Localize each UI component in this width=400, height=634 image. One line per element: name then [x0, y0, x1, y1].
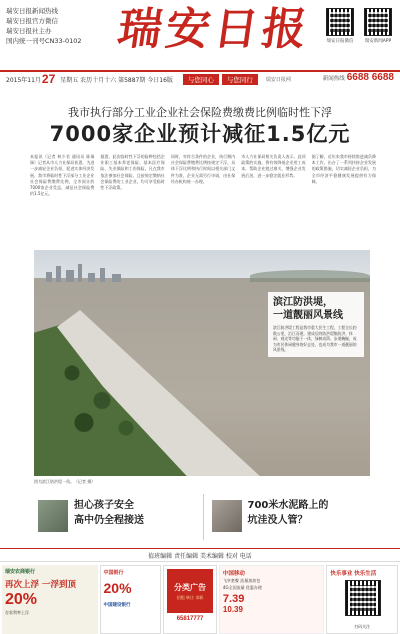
slogan-badge: 与您同行: [222, 74, 258, 85]
website-label[interactable]: 瑞安日报网: [265, 76, 291, 83]
ad-rate: 20%: [103, 580, 132, 596]
qr-code-icon[interactable]: [364, 8, 392, 36]
ad-classified[interactable]: [163, 565, 217, 634]
masthead-info: [6, 6, 98, 46]
ad-price: 10.39: [222, 605, 243, 614]
hotline-number[interactable]: 6688 6688: [346, 72, 394, 83]
date-year-month: 2015年11月: [6, 76, 41, 84]
masthead-info-line: 瑞安日报官方微信: [6, 17, 58, 25]
ad-rate: 20%: [5, 591, 38, 608]
teaser-title: 担心孩子安全: [74, 500, 134, 511]
article-column: 市人力社保局相关负责人表示，此项政策的实施，将有效降低企业用工成本，帮助企业渡过难关，增强企业发展后劲，进一步稳定就业形势。: [241, 154, 306, 178]
photo-caption-text: 滨江防洪堤工程是我市重大民生工程，工程全长约数公里，沿江而建。建成后的防洪堤集防洪、休闲、观光等功能于一体，绿树成荫、步道蜿蜒，成为市民休闲健身的好去处，也成为我市一道靓丽的风景线。: [273, 325, 357, 353]
ad-telecom[interactable]: [219, 565, 324, 634]
photo-caption-title[interactable]: 一道靓丽风景线: [273, 310, 343, 321]
teaser-thumbnail: [38, 500, 68, 532]
teaser-item[interactable]: [30, 494, 203, 540]
newspaper-title: 瑞安日报: [114, 4, 314, 55]
slogan-group: [183, 74, 258, 85]
article-column: 本报讯（记者 林少君 通讯员 陈瑞瑞）记者从市人力社保局获悉，为进一步减轻企业负担，促进实体经济发展，我市将临时性下浮部分工业企业社会保险费缴费比例，全市预计约7000家企业受益，减征社会保险费约1.5亿元。: [30, 154, 95, 197]
qr-caption: 瑞安日报微信: [326, 39, 354, 44]
photo-hills: [250, 270, 370, 282]
qr-caption: 瑞安新闻APP: [364, 39, 392, 44]
masthead-info-line: 瑞安日报社主办: [6, 27, 52, 35]
ad-headline: 分类广告: [174, 582, 207, 592]
date-day: 27: [41, 72, 56, 86]
article-body: [30, 154, 376, 246]
date-info: 星期五 农历十月十六 第5887期 今日16版: [60, 76, 173, 84]
hotline-label: 新闻热线: [322, 76, 345, 82]
masthead-info-line: 国内统一刊号CN33-0102: [6, 37, 82, 45]
headline-kicker[interactable]: 我市执行部分工业企业社会保险费缴费比例临时性下浮: [68, 106, 332, 119]
ad-brand: 中国银行: [103, 570, 124, 576]
ad-brand: 中国移动: [222, 571, 245, 577]
masthead-info-line: 瑞安日报新闻热线: [6, 7, 58, 15]
article-column: 同时，对符合条件的企业，执行期内社会保险费缴费比例按规定下浮，具体下浮比例和执行时间以相关部门文件为准，企业无需另行申请，由社保经办机构统一办理。: [170, 154, 236, 184]
teaser-title: 坑洼没人管？: [247, 515, 308, 526]
article-column: 据了解，近年来我市持续推进减负降本工作，出台了一系列扶持企业发展的政策措施，切实减轻企业负担，为全市经济平稳健康发展提供有力保障。: [311, 154, 377, 184]
story-teasers: [30, 494, 376, 540]
ad-price: 7.39: [222, 593, 245, 605]
date-strip: [0, 70, 400, 86]
ad-headline: 快乐事业 快乐生活: [330, 571, 377, 577]
photo-caption-title[interactable]: 滨江防洪堤，: [273, 297, 333, 308]
ad-phone: 65817777: [176, 616, 204, 622]
qr-code-icon[interactable]: [345, 580, 381, 616]
ad-subtext: 扫码关注: [354, 624, 371, 629]
ad-subtext: 4G全国流量 优惠办理: [222, 585, 262, 590]
ad-banks[interactable]: [100, 565, 162, 634]
hotline: [323, 72, 394, 83]
teaser-item[interactable]: [203, 494, 377, 540]
main-headline[interactable]: 7000家企业预计减征1.5亿元: [49, 122, 351, 146]
ad-subtext: 飞享套餐 流量加油包: [222, 578, 261, 583]
ad-subtext: 存款利率上浮: [5, 610, 29, 615]
ad-subtext: 招租 转让 求职: [176, 594, 204, 600]
teaser-title: 700米水泥路上的: [247, 500, 329, 511]
teaser-title: 高中仍全程接送: [74, 515, 144, 526]
article-column: 据悉，此次临时性下浮的险种包括企业职工基本养老保险、基本医疗保险、失业保险和工伤保险。凡在我市依法参加社会保险，且按规定缴纳社会保险费的工业企业，均可享受临时性下浮政策。: [100, 154, 165, 191]
ad-headline: 再次上浮 一浮到顶: [5, 580, 76, 590]
slogan-badge: 与您同心: [183, 74, 219, 85]
ad-strip: [0, 565, 400, 634]
riverside-photo[interactable]: [34, 250, 370, 476]
qr-code-icon[interactable]: [326, 8, 354, 36]
ad-brand: 中国建设银行: [103, 603, 131, 608]
teaser-thumbnail: [212, 500, 242, 532]
ad-classified-box: [167, 569, 213, 613]
ad-brand: 瑞安农商银行: [5, 569, 36, 575]
photo-note: 图为滨江防洪堤一角。（记者 摄）: [34, 479, 96, 484]
ad-bank-deposit[interactable]: [2, 565, 98, 634]
page-footer: 值班编辑 责任编辑 美术编辑 校对 电话: [0, 548, 400, 562]
ad-qr-promo[interactable]: [326, 565, 398, 634]
photo-caption-box: [268, 292, 364, 357]
masthead: [0, 0, 400, 70]
photo-skyline: [42, 262, 132, 282]
photo-trees: [48, 340, 168, 450]
